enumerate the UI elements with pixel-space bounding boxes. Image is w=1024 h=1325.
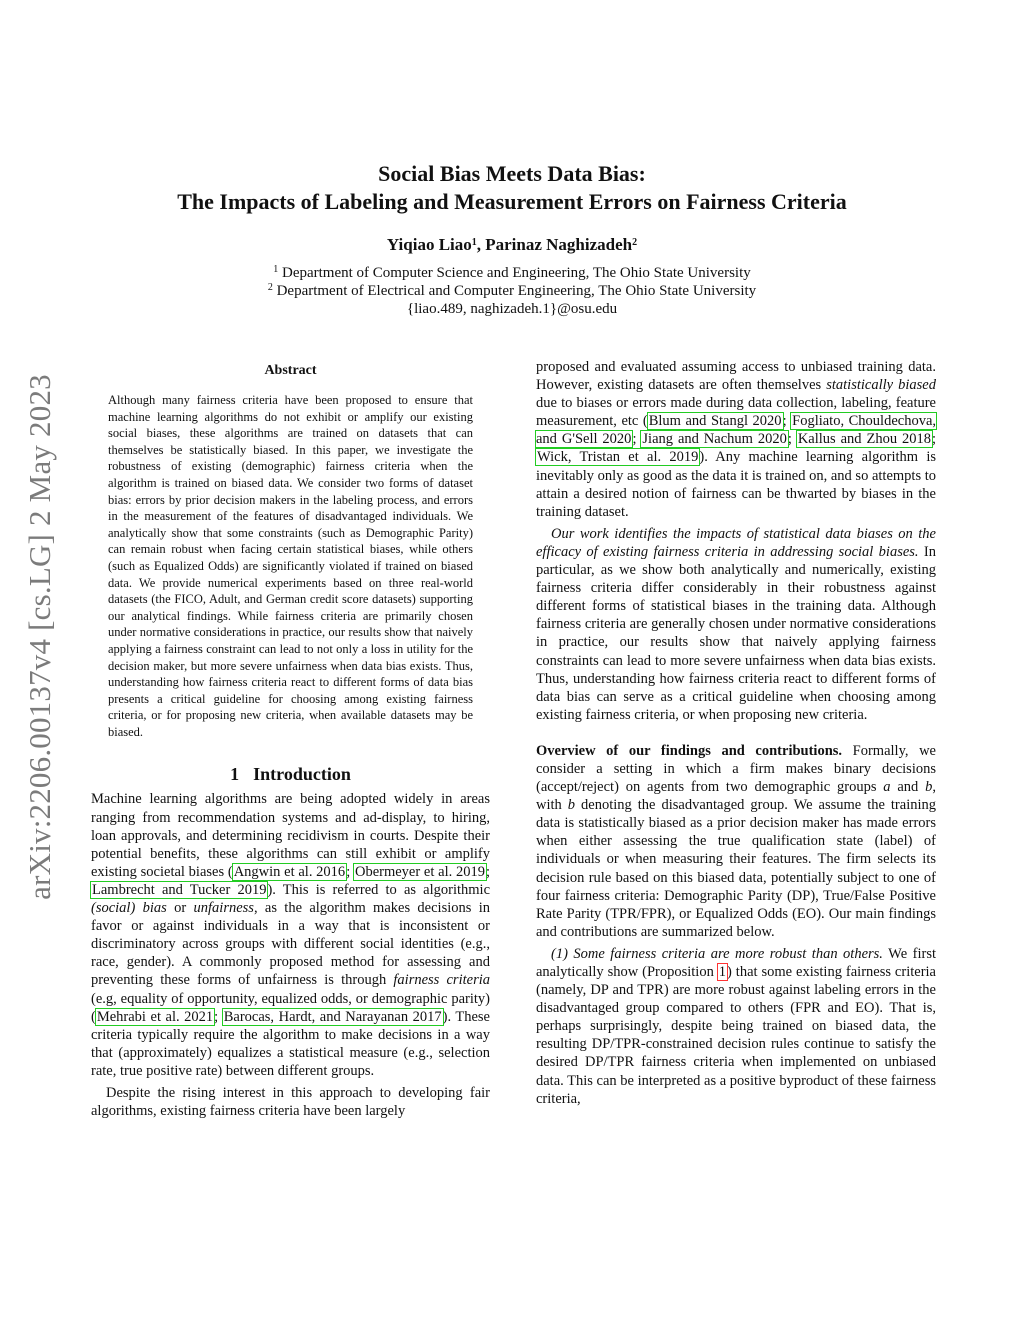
emphasis: Our work identifies the impacts of statistical data biases on the efficacy of existing fairness criteria in addressing social biases.: [536, 525, 936, 560]
intro-paragraph-5: Overview of our findings and contributions. Formally, we consider a setting in which a firm makes binary decisions (accept/reject) on agents from two demographic groups a and b, with b denoting the disadvantaged group. We assume the training data is statistically biased as a prior decision maker has made errors when either assessing the true qualification state (label) of individuals or when measuring their features. The firm selects its decision rule based on this biased data, potentially subject to one of four fairness criteria: Demographic Parity (DP), True/False Positive Rate Parity (TPR/FPR), or Equalized Odds (EO). Our main findings and contributions are summarized below.: [536, 742, 937, 940]
citation-link[interactable]: Barocas, Hardt, and Narayanan 2017: [223, 1008, 442, 1025]
title-line-2: The Impacts of Labeling and Measurement Errors on Fairness Criteria: [177, 189, 847, 214]
paper-title: [0, 160, 1024, 216]
affil-mark: 1: [273, 264, 279, 275]
emphasis: statistically biased: [826, 377, 936, 394]
emphasis: unfairness: [193, 900, 254, 917]
intro-paragraph-3: proposed and evaluated assuming access to unbiased training data. However, existing datasets are often themselves statistically biased due to biases or errors made during data collection, labeling, feature measurement, etc (Blum and Stangl 2020; Fogliato, Chouldechova, and G'Sell 2020; Jiang and Nachum 2020; Kallus and Zhou 2018; Wick, Tristan et al. 2019). Any machine learning algorithm is inevitably only as good as the data it is trained on, and so attempts to attain a desired notion of fairness can be thwarted by biases in the training dataset.: [536, 359, 937, 520]
affiliation-text: Department of Electrical and Computer Engineering, The Ohio State University: [272, 283, 757, 299]
citation-link[interactable]: Wick, Tristan et al. 2019: [537, 449, 699, 466]
abstract-text: Although many fairness criteria have been proposed to ensure that machine learning algorithms do not exhibit or amplify our existing social biases, these algorithms are trained on datasets that can themselves be statistically biased. In this paper, we investigate the robustness of existing (demographic) fairness criteria when the algorithm is trained on biased data. We consider two forms of dataset bias: errors by prior decision makers in the labeling process, and errors in the measurement of the features of disadvantaged individuals. We analytically show that some constraints (such as Demographic Parity) can remain robust when facing certain statistical biases, while others (such as Equalized Odds) are significantly violated if trained on biased data. We provide numerical experiments based on three real-world datasets (the FICO, Adult, and German credit score datasets) supporting our analytical findings. While fairness criteria are primarily chosen under normative considerations in practice, our results show that naively applying a fairness constraint can lead to not only a loss in utility for the decision maker, but more severe unfairness when data bias exists. Thus, understanding how fairness criteria react to different forms of data bias presents a critical guideline for choosing among existing fairness criteria, or for proposing new criteria, when available datasets may be biased.: [108, 393, 473, 739]
abstract-heading: Abstract: [264, 363, 317, 378]
citation-link[interactable]: Mehrabi et al. 2021: [96, 1008, 214, 1025]
citation-link[interactable]: Lambrecht and Tucker 2019: [92, 881, 267, 898]
section-number: 1: [230, 764, 240, 785]
math-symbol: a: [883, 779, 891, 796]
section-heading-introduction: [91, 762, 490, 786]
right-column: [536, 358, 936, 1108]
emphasis: (1) Some fairness criteria are more robust than others.: [551, 945, 883, 962]
author-separator: ,: [476, 235, 486, 254]
run-in-heading: Overview of our findings and contributions.: [536, 742, 843, 759]
citation-link[interactable]: Obermeyer et al. 2019: [354, 863, 485, 880]
affiliation-line: [0, 264, 1024, 282]
intro-paragraph-4: Our work identifies the impacts of statistical data biases on the efficacy of existing fairness criteria in addressing social biases. In particular, as we show both analytically and numerically, existing fairness criteria differ considerably in their robustness against different forms of statistical biases in the training data. Although fairness criteria are generally chosen under normative considerations in practice, our results show that naively applying fairness constraints can lead to more severe unfairness when data bias exists. Thus, understanding how fairness criteria react to different forms of data bias can serve as a critical guideline when choosing among existing fairness criteria, or when proposing new criteria.: [536, 525, 936, 723]
affiliation-line: [0, 282, 1024, 300]
section-title: Introduction: [253, 764, 351, 785]
author-affil-mark: 1: [471, 237, 477, 248]
intro-paragraph-2: Despite the rising interest in this approach to developing fair algorithms, existing fairness criteria have been largely: [91, 1084, 490, 1120]
intro-paragraph-6: (1) Some fairness criteria are more robust than others. We first analytically show (Proposition 1) that some existing fairness criteria (namely, DP and TPR) are more robust against labeling errors in the disadvantaged group compared to others (FPR and EO). That is, perhaps surprisingly, despite being trained on biased data, the resulting DP/TPR-constrained decision rules continue to satisfy the desired DP/TPR fairness criteria when implemented on unbiased data. This can be interpreted as a positive byproduct of these fairness criteria,: [536, 945, 936, 1107]
proposition-link[interactable]: 1: [718, 964, 727, 980]
affiliations: [0, 264, 1024, 318]
author-name: Parinaz Naghizadeh: [485, 235, 633, 254]
citation-link[interactable]: Blum and Stangl 2020: [648, 413, 782, 430]
citation-link[interactable]: Kallus and Zhou 2018: [797, 431, 932, 448]
author-name: Yiqiao Liao: [386, 235, 472, 254]
math-symbol: b: [925, 779, 933, 796]
title-line-1: Social Bias Meets Data Bias:: [378, 161, 646, 186]
author-affil-mark: 2: [632, 237, 638, 248]
emphasis: fairness criteria: [393, 972, 490, 989]
math-symbol: b: [567, 797, 576, 814]
author-emails: {liao.489, naghizadeh.1}@osu.edu: [406, 301, 618, 317]
citation-link[interactable]: Fogliato, Chouldechova, and G'Sell 2020: [536, 413, 937, 448]
citation-link[interactable]: Jiang and Nachum 2020: [642, 431, 787, 448]
left-column: [91, 362, 490, 1120]
intro-paragraph-1: Machine learning algorithms are being adopted widely in areas ranging from recommendation systems and ad-display, to hiring, loan approvals, and determining recidivism in courts. Despite their potential benefits, these algorithms can still exhibit or amplify existing societal biases (Angwin et al. 2016; Obermeyer et al. 2019; Lambrecht and Tucker 2019). This is referred to as algorithmic (social) bias or unfairness, as the algorithm makes decisions in favor or against individuals in a way that is inconsistent or discriminatory across groups with different social identities (e.g., race, gender). A commonly proposed method for assessing and preventing these forms of unfairness is through fairness criteria (e.g, equality of opportunity, equalized odds, or demographic parity) (Mehrabi et al. 2021; Barocas, Hardt, and Narayanan 2017). These criteria typically require the algorithm to make decisions in a way that (approximately) equalizes a statistical measure (e.g., selection rate, true positive rate) between different groups.: [91, 791, 491, 1079]
affiliation-text: Department of Computer Science and Engineering, The Ohio State University: [278, 265, 751, 281]
affil-mark: 2: [267, 282, 273, 293]
author-list: [0, 235, 1024, 255]
citation-link[interactable]: Angwin et al. 2016: [233, 863, 346, 880]
arxiv-identifier: arXiv:2206.00137v4 [cs.LG] 2 May 2023: [22, 374, 57, 900]
emphasis: (social) bias: [91, 900, 167, 917]
